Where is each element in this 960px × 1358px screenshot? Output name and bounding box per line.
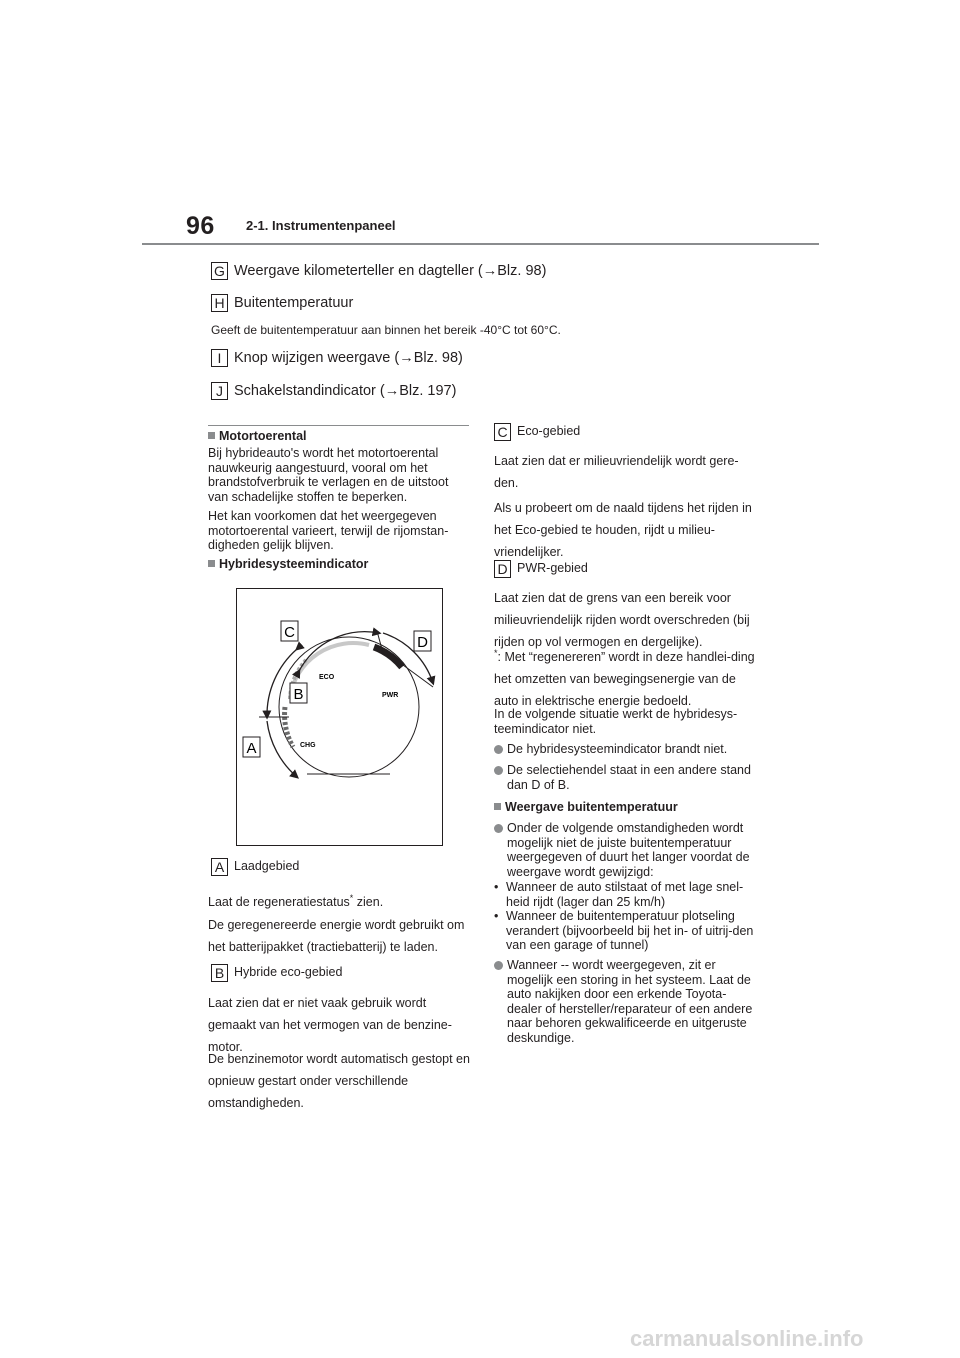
item-b [211, 961, 342, 983]
temp-heading: Weergave buitentemperatuur [494, 800, 678, 814]
pwr-label: PWR [382, 692, 399, 699]
item-g-text: Weergave kilometerteller en dagteller (→Blz. 98) [234, 263, 547, 279]
label-b: B [211, 964, 228, 982]
label-a: A [211, 858, 228, 876]
item-c-text-2: Als u probeert om de naald tijdens het rijden in het Eco-gebied te houden, rijdt u milieu-vriendelijker. [494, 501, 752, 559]
item-b-text-1: Laat zien dat er niet vaak gebruik wordt gemaakt van het vermogen van de benzine-motor. [208, 996, 452, 1054]
eco-label: ECO [319, 674, 335, 681]
item-h-text: Buitentemperatuur [234, 295, 354, 311]
hybrid-gauge-diagram [237, 589, 442, 845]
item-c [494, 420, 580, 442]
item-a-title: Laadgebied [234, 859, 300, 873]
watermark: carmanualsonline.info [630, 1326, 864, 1351]
chg-band [285, 707, 293, 747]
item-b-title: Hybride eco-gebied [234, 965, 343, 979]
header-rule [142, 243, 819, 245]
motor-text-2: Het kan voorkomen dat het weergegeven motortoerental varieert, terwijl de rijomstan-digheden gelijk blijven. [208, 509, 449, 552]
chg-label: CHG [300, 742, 316, 749]
item-b-text-2: De benzinemotor wordt automatisch gestopt en opnieuw gestart onder verschillende omstandigheden. [208, 1052, 470, 1110]
section-title: 2-1. Instrumentenpaneel [246, 218, 396, 233]
bullet-1: De hybridesysteemindicator brandt niet. [494, 742, 756, 757]
hybrid-indicator-figure [236, 588, 443, 846]
temp-sub-2: • Wanneer de buitentemperatuur plotseling verandert (bijvoorbeeld bij het in- of uitrij-den van een garage of tunnel) [494, 909, 754, 952]
item-d-text-1: Laat zien dat de grens van een bereik voor milieuvriendelijk rijden wordt overschreden (bij rijden op vol vermogen en dergelijke). [494, 591, 750, 649]
item-g [211, 262, 546, 280]
temp-bullet-2: Wanneer -- wordt weergegeven, zit er mogelijk een storing in het systeem. Laat de auto nakijken door een erkende Toyota-dealer of hersteller/reparateur of een andere naar behoren gekwalificeerde en uitgeruste deskundige. [494, 958, 756, 1045]
item-a-text-2: De geregenereerde energie wordt gebruikt om het batterijpakket (tractiebatterij) te laden. [208, 918, 465, 954]
item-a [211, 855, 299, 877]
item-h [211, 294, 353, 312]
square-bullet-icon [208, 432, 215, 439]
square-bullet-icon [494, 803, 501, 810]
item-a-text-1: Laat de regeneratiestatus* zien. [208, 893, 384, 910]
page-number: 96 [186, 212, 215, 240]
bullet-dot-icon [494, 766, 503, 775]
item-d [494, 557, 588, 579]
hybrid-heading: Hybridesysteemindicator [208, 557, 368, 571]
item-i [211, 349, 463, 367]
label-j: J [211, 382, 228, 400]
svg-text:D: D [417, 634, 428, 651]
label-i: I [211, 349, 228, 367]
item-j [211, 382, 456, 400]
dash-icon: • [494, 909, 499, 923]
label-h: H [211, 294, 228, 312]
temp-bullet-1: Onder de volgende omstandigheden wordt mogelijk niet de juiste buitentemperatuur weergegeven of duurt het langer voordat de weergave wordt gewijzigd: [494, 821, 756, 879]
left-column-rule [208, 425, 469, 426]
svg-text:C: C [284, 624, 295, 641]
bullet-dot-icon [494, 824, 503, 833]
dash-icon: • [494, 880, 499, 894]
item-j-text: Schakelstandindicator (→Blz. 197) [234, 383, 457, 399]
label-c: C [494, 423, 511, 441]
temp-sub-1: • Wanneer de auto stilstaat of met lage snel-heid rijdt (lager dan 25 km/h) [494, 880, 744, 909]
bullet-2: De selectiehendel staat in een andere stand dan D of B. [494, 763, 756, 792]
motor-heading: Motortoerental [208, 429, 307, 443]
square-bullet-icon [208, 560, 215, 567]
item-i-text: Knop wijzigen weergave (→Blz. 98) [234, 350, 463, 366]
bullet-dot-icon [494, 745, 503, 754]
situation-intro: In de volgende situatie werkt de hybridesys-teemindicator niet. [494, 707, 738, 736]
footnote: *: Met “regenereren” wordt in deze handlei-ding het omzetten van bewegingsenergie van de auto in elektrische energie bedoeld. [494, 648, 755, 709]
item-c-text-1: Laat zien dat er milieuvriendelijk wordt gere-den. [494, 454, 739, 490]
bullet-dot-icon [494, 961, 503, 970]
label-d: D [494, 560, 511, 578]
motor-text-1: Bij hybrideauto's wordt het motortoerental nauwkeurig aangestuurd, vooral om het brandstofverbruik te verlagen en de uitstoot van schadelijke stoffen te beperken. [208, 446, 449, 504]
svg-text:A: A [246, 740, 257, 757]
item-h-description: Geeft de buitentemperatuur aan binnen het bereik -40°C tot 60°C. [211, 323, 561, 337]
item-d-title: PWR-gebied [517, 561, 588, 575]
item-c-title: Eco-gebied [517, 424, 581, 438]
label-g: G [211, 262, 228, 280]
svg-text:B: B [293, 686, 304, 703]
